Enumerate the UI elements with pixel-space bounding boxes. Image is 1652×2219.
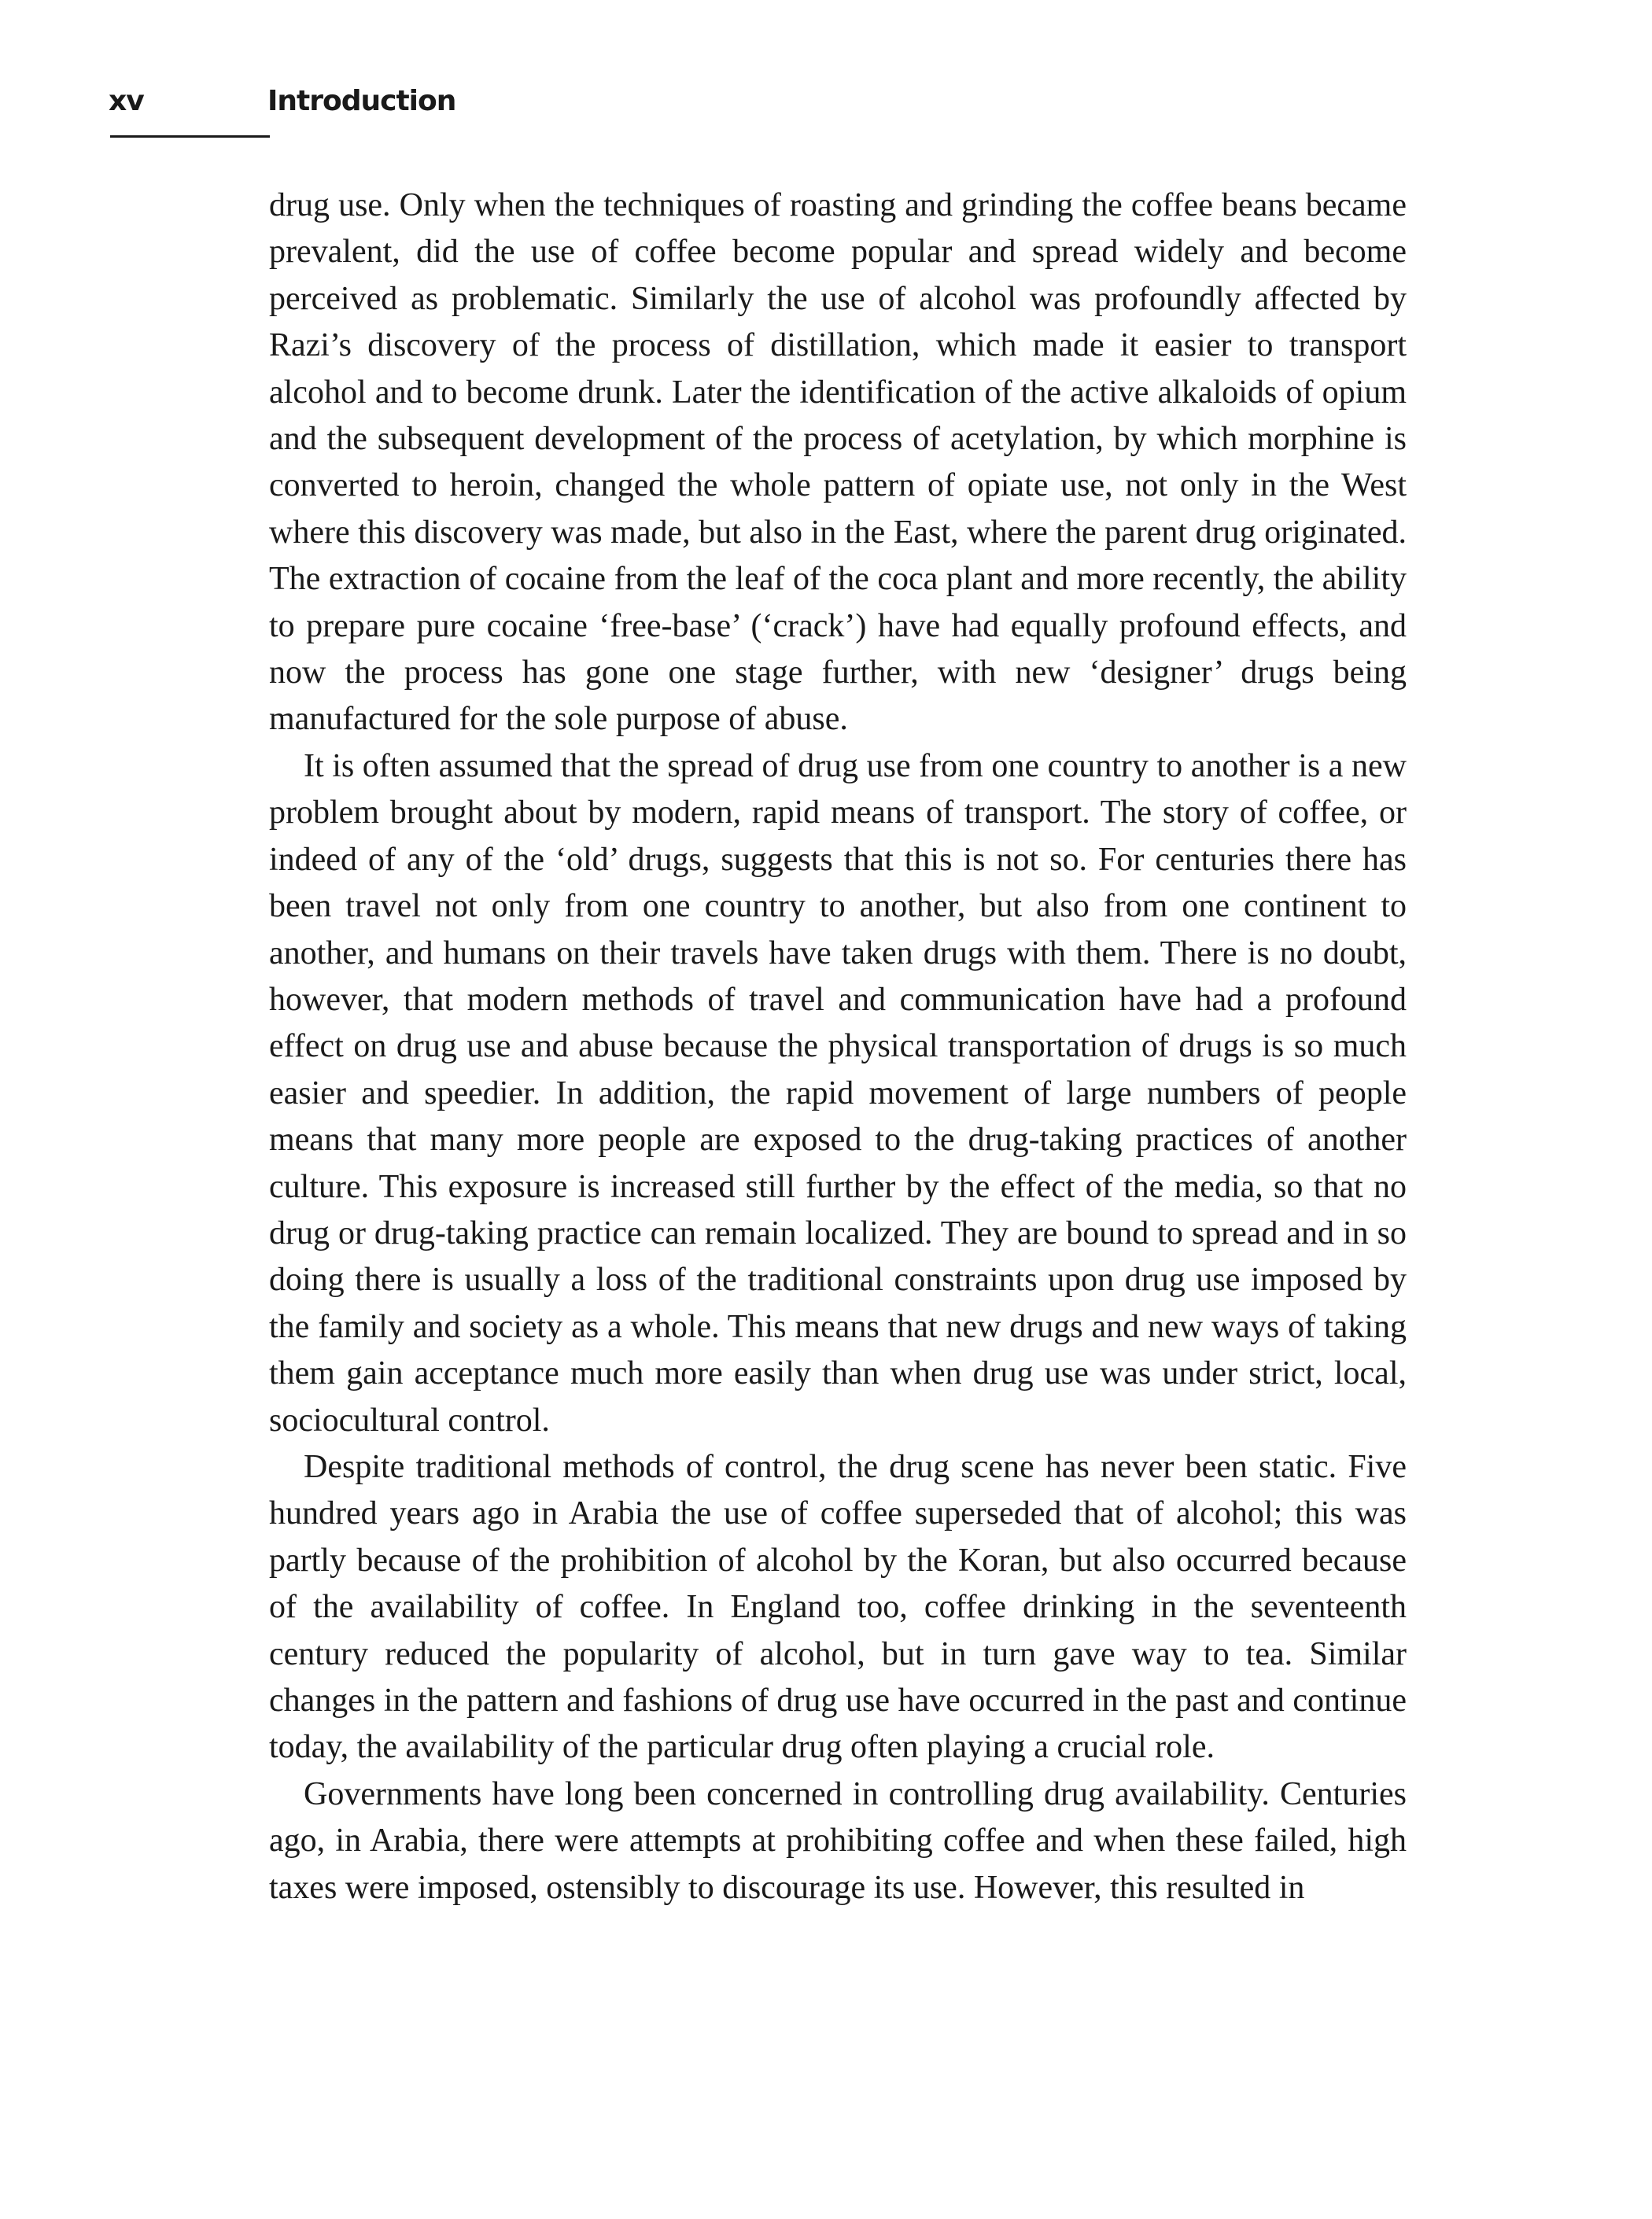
paragraph-continued: drug use. Only when the techniques of roasting and grinding the coffee beans became prevalent, did the use of coffee become popular and spread widely and become perceived as problematic. Similarly the use of alcohol was profoundly affected by Razi’s discovery of the process of distillation, which made it easier to transport alcohol and to become drunk. Later the identification of the active alkaloids of opium and the subsequent development of the process of acetylation, by which morphine is converted to heroin, changed the whole pattern of opiate use, not only in the West where this discovery was made, but also in the East, where the parent drug originated. The extraction of cocaine from the leaf of the coca plant and more recently, the ability to prepare pure cocaine ‘free-base’ (‘crack’) have had equally profound effects, and now the process has gone one stage further, with new ‘designer’ drugs being manufactured for the sole purpose of abuse. [269, 187, 1407, 738]
header-rule [110, 135, 270, 138]
page-number: xv [109, 85, 144, 117]
paragraph: Despite traditional methods of control, the drug scene has never been static. Five hundred years ago in Arabia the use of coffee superseded that of alcohol; this was partly because of the prohibition of alcohol by the Koran, but also occurred because of the availability of coffee. In England too, coffee drinking in the seventeenth century reduced the popularity of alcohol, but in turn gave way to tea. Similar changes in the pattern and fashions of drug use have occurred in the past and continue today, the availability of the particular drug often playing a crucial role. [269, 1448, 1407, 1766]
paragraph: Governments have long been concerned in controlling drug availability. Centuries ago, in Arabia, there were attempts at prohibiting coffee and when these failed, high taxes were imposed, ostensibly to discourage its use. However, this resulted in [269, 1775, 1407, 1906]
running-head [109, 85, 738, 132]
paragraph: It is often assumed that the spread of drug use from one country to another is a new problem brought about by modern, rapid means of transport. The story of coffee, or indeed of any of the ‘old’ drugs, suggests that this is not so. For centuries there has been travel not only from one country to another, but also from one continent to another, and humans on their travels have taken drugs with them. There is no doubt, however, that modern methods of travel and communication have had a profound effect on drug use and abuse because the physical transportation of drugs is so much easier and speedier. In addition, the rapid movement of large numbers of people means that many more people are exposed to the drug-taking practices of another culture. This exposure is increased still further by the effect of the media, so that no drug or drug-taking practice can remain localized. They are bound to spread and in so doing there is usually a loss of the traditional constraints upon drug use imposed by the family and society as a whole. This means that new drugs and new ways of taking them gain acceptance much more easily than when drug use was under strict, local, sociocultural control. [269, 747, 1407, 1439]
body-text [269, 182, 1407, 1911]
chapter-title: Introduction [267, 85, 456, 117]
